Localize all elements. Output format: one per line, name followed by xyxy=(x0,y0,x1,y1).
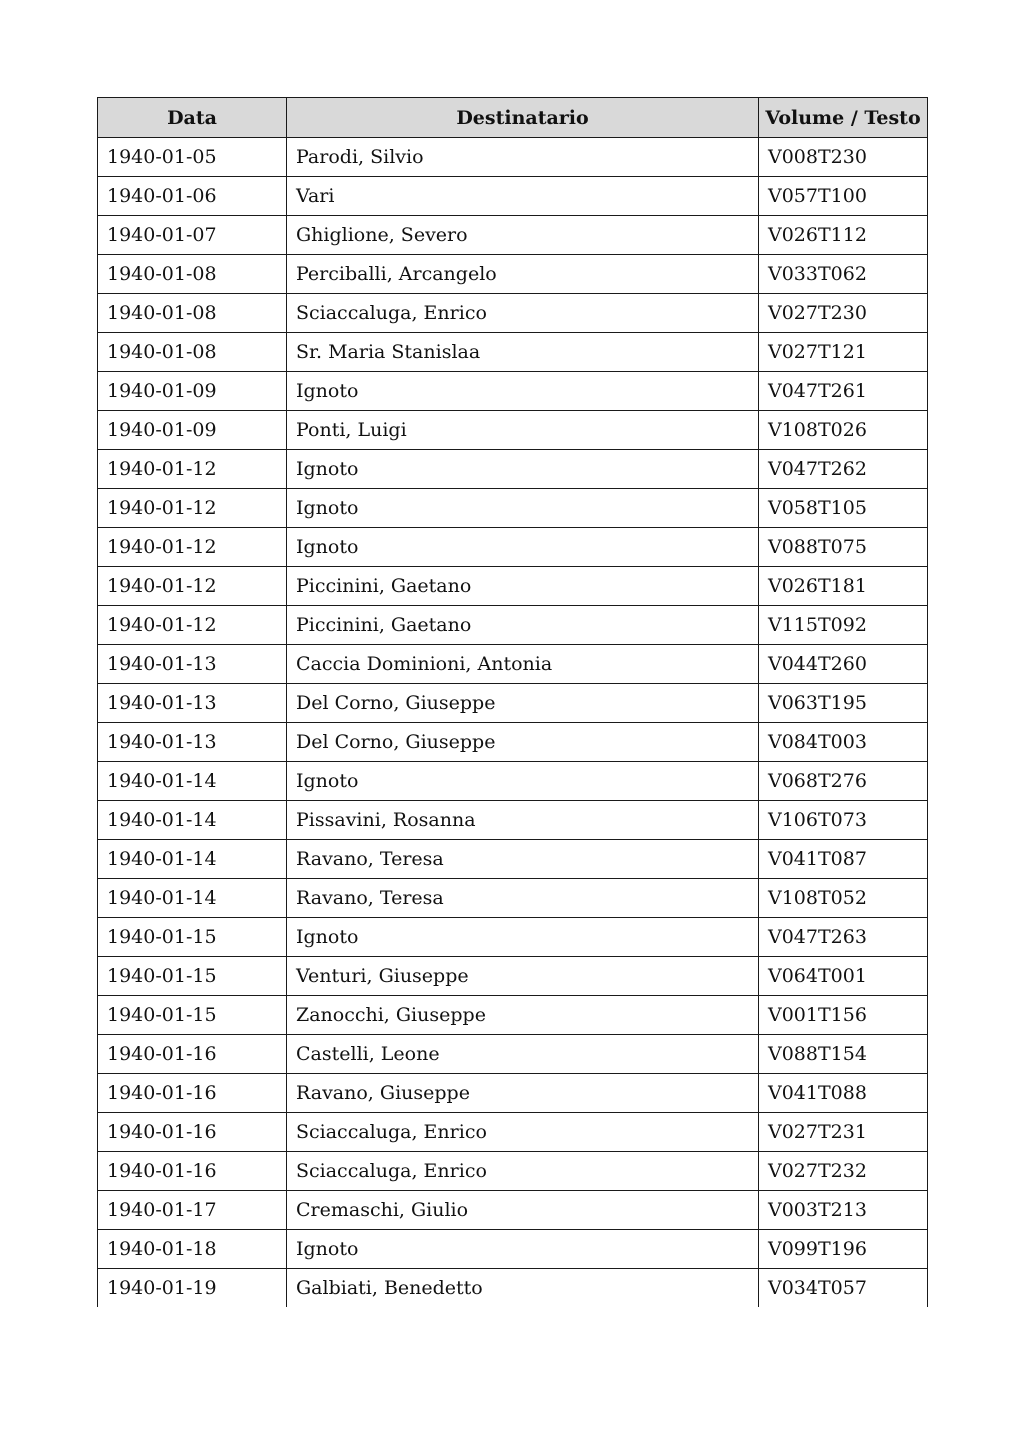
recipient-cell: Ravano, Giuseppe xyxy=(287,1074,759,1113)
date-cell: 1940-01-09 xyxy=(98,372,287,411)
date-cell: 1940-01-12 xyxy=(98,489,287,528)
table-row xyxy=(98,411,928,450)
table-row xyxy=(98,723,928,762)
date-cell: 1940-01-17 xyxy=(98,1191,287,1230)
recipient-cell: Sciaccaluga, Enrico xyxy=(287,294,759,333)
date-cell: 1940-01-08 xyxy=(98,333,287,372)
table-row xyxy=(98,879,928,918)
date-cell: 1940-01-15 xyxy=(98,918,287,957)
volume-cell: V068T276 xyxy=(759,762,928,801)
recipient-cell: Cremaschi, Giulio xyxy=(287,1191,759,1230)
volume-cell: V044T260 xyxy=(759,645,928,684)
volume-cell: V115T092 xyxy=(759,606,928,645)
recipient-cell: Ignoto xyxy=(287,528,759,567)
recipient-cell: Zanocchi, Giuseppe xyxy=(287,996,759,1035)
date-cell: 1940-01-14 xyxy=(98,801,287,840)
volume-cell: V008T230 xyxy=(759,138,928,177)
date-cell: 1940-01-19 xyxy=(98,1269,287,1308)
date-cell: 1940-01-13 xyxy=(98,645,287,684)
recipient-cell: Ignoto xyxy=(287,762,759,801)
recipient-cell: Ignoto xyxy=(287,450,759,489)
volume-cell: V027T231 xyxy=(759,1113,928,1152)
recipient-cell: Ignoto xyxy=(287,1230,759,1269)
volume-cell: V041T088 xyxy=(759,1074,928,1113)
table-row xyxy=(98,1074,928,1113)
volume-cell: V001T156 xyxy=(759,996,928,1035)
volume-cell: V088T075 xyxy=(759,528,928,567)
recipient-cell: Sr. Maria Stanislaa xyxy=(287,333,759,372)
table-row xyxy=(98,1113,928,1152)
volume-cell: V003T213 xyxy=(759,1191,928,1230)
date-cell: 1940-01-12 xyxy=(98,528,287,567)
table-row xyxy=(98,1191,928,1230)
date-cell: 1940-01-14 xyxy=(98,840,287,879)
date-cell: 1940-01-16 xyxy=(98,1113,287,1152)
volume-cell: V058T105 xyxy=(759,489,928,528)
date-cell: 1940-01-12 xyxy=(98,606,287,645)
table-row xyxy=(98,1035,928,1074)
date-cell: 1940-01-12 xyxy=(98,450,287,489)
date-cell: 1940-01-16 xyxy=(98,1074,287,1113)
date-cell: 1940-01-08 xyxy=(98,255,287,294)
table-row xyxy=(98,489,928,528)
recipient-cell: Sciaccaluga, Enrico xyxy=(287,1152,759,1191)
table-row xyxy=(98,684,928,723)
recipient-cell: Parodi, Silvio xyxy=(287,138,759,177)
date-cell: 1940-01-18 xyxy=(98,1230,287,1269)
header-volume-testo: Volume / Testo xyxy=(759,98,928,138)
volume-cell: V099T196 xyxy=(759,1230,928,1269)
date-cell: 1940-01-14 xyxy=(98,762,287,801)
table-row xyxy=(98,606,928,645)
table-row xyxy=(98,957,928,996)
recipient-cell: Pissavini, Rosanna xyxy=(287,801,759,840)
date-cell: 1940-01-14 xyxy=(98,879,287,918)
table-row xyxy=(98,996,928,1035)
recipient-cell: Vari xyxy=(287,177,759,216)
recipient-cell: Sciaccaluga, Enrico xyxy=(287,1113,759,1152)
recipient-cell: Piccinini, Gaetano xyxy=(287,606,759,645)
date-cell: 1940-01-08 xyxy=(98,294,287,333)
volume-cell: V027T121 xyxy=(759,333,928,372)
table-row xyxy=(98,1269,928,1308)
date-cell: 1940-01-16 xyxy=(98,1152,287,1191)
date-cell: 1940-01-07 xyxy=(98,216,287,255)
table-body xyxy=(98,138,928,1308)
volume-cell: V047T263 xyxy=(759,918,928,957)
table-row xyxy=(98,1152,928,1191)
recipient-cell: Galbiati, Benedetto xyxy=(287,1269,759,1308)
table-row xyxy=(98,918,928,957)
table-row xyxy=(98,762,928,801)
table-row xyxy=(98,255,928,294)
volume-cell: V041T087 xyxy=(759,840,928,879)
document-page xyxy=(97,97,927,1307)
table-row xyxy=(98,216,928,255)
table-row xyxy=(98,528,928,567)
volume-cell: V064T001 xyxy=(759,957,928,996)
volume-cell: V106T073 xyxy=(759,801,928,840)
table-row xyxy=(98,801,928,840)
table-row xyxy=(98,138,928,177)
table-row xyxy=(98,450,928,489)
volume-cell: V057T100 xyxy=(759,177,928,216)
volume-cell: V047T262 xyxy=(759,450,928,489)
header-destinatario: Destinatario xyxy=(287,98,759,138)
recipient-cell: Castelli, Leone xyxy=(287,1035,759,1074)
volume-cell: V026T181 xyxy=(759,567,928,606)
date-cell: 1940-01-05 xyxy=(98,138,287,177)
recipient-cell: Perciballi, Arcangelo xyxy=(287,255,759,294)
table-row xyxy=(98,567,928,606)
volume-cell: V088T154 xyxy=(759,1035,928,1074)
recipient-cell: Caccia Dominioni, Antonia xyxy=(287,645,759,684)
table-row xyxy=(98,645,928,684)
recipient-cell: Ponti, Luigi xyxy=(287,411,759,450)
recipient-cell: Piccinini, Gaetano xyxy=(287,567,759,606)
table-row xyxy=(98,372,928,411)
recipient-cell: Ghiglione, Severo xyxy=(287,216,759,255)
recipient-cell: Del Corno, Giuseppe xyxy=(287,684,759,723)
date-cell: 1940-01-09 xyxy=(98,411,287,450)
date-cell: 1940-01-15 xyxy=(98,996,287,1035)
volume-cell: V034T057 xyxy=(759,1269,928,1308)
date-cell: 1940-01-12 xyxy=(98,567,287,606)
recipient-cell: Ravano, Teresa xyxy=(287,840,759,879)
volume-cell: V033T062 xyxy=(759,255,928,294)
table-row xyxy=(98,333,928,372)
date-cell: 1940-01-15 xyxy=(98,957,287,996)
recipient-cell: Venturi, Giuseppe xyxy=(287,957,759,996)
volume-cell: V047T261 xyxy=(759,372,928,411)
volume-cell: V027T230 xyxy=(759,294,928,333)
date-cell: 1940-01-13 xyxy=(98,684,287,723)
date-cell: 1940-01-06 xyxy=(98,177,287,216)
header-row xyxy=(98,98,928,138)
volume-cell: V026T112 xyxy=(759,216,928,255)
table-row xyxy=(98,294,928,333)
date-cell: 1940-01-16 xyxy=(98,1035,287,1074)
recipient-cell: Ignoto xyxy=(287,489,759,528)
volume-cell: V108T052 xyxy=(759,879,928,918)
table-row xyxy=(98,840,928,879)
recipient-cell: Del Corno, Giuseppe xyxy=(287,723,759,762)
volume-cell: V108T026 xyxy=(759,411,928,450)
table-row xyxy=(98,177,928,216)
header-data: Data xyxy=(98,98,287,138)
recipient-cell: Ignoto xyxy=(287,372,759,411)
date-cell: 1940-01-13 xyxy=(98,723,287,762)
recipient-cell: Ignoto xyxy=(287,918,759,957)
volume-cell: V027T232 xyxy=(759,1152,928,1191)
table-row xyxy=(98,1230,928,1269)
recipient-cell: Ravano, Teresa xyxy=(287,879,759,918)
volume-cell: V063T195 xyxy=(759,684,928,723)
letters-table xyxy=(97,97,928,1307)
volume-cell: V084T003 xyxy=(759,723,928,762)
